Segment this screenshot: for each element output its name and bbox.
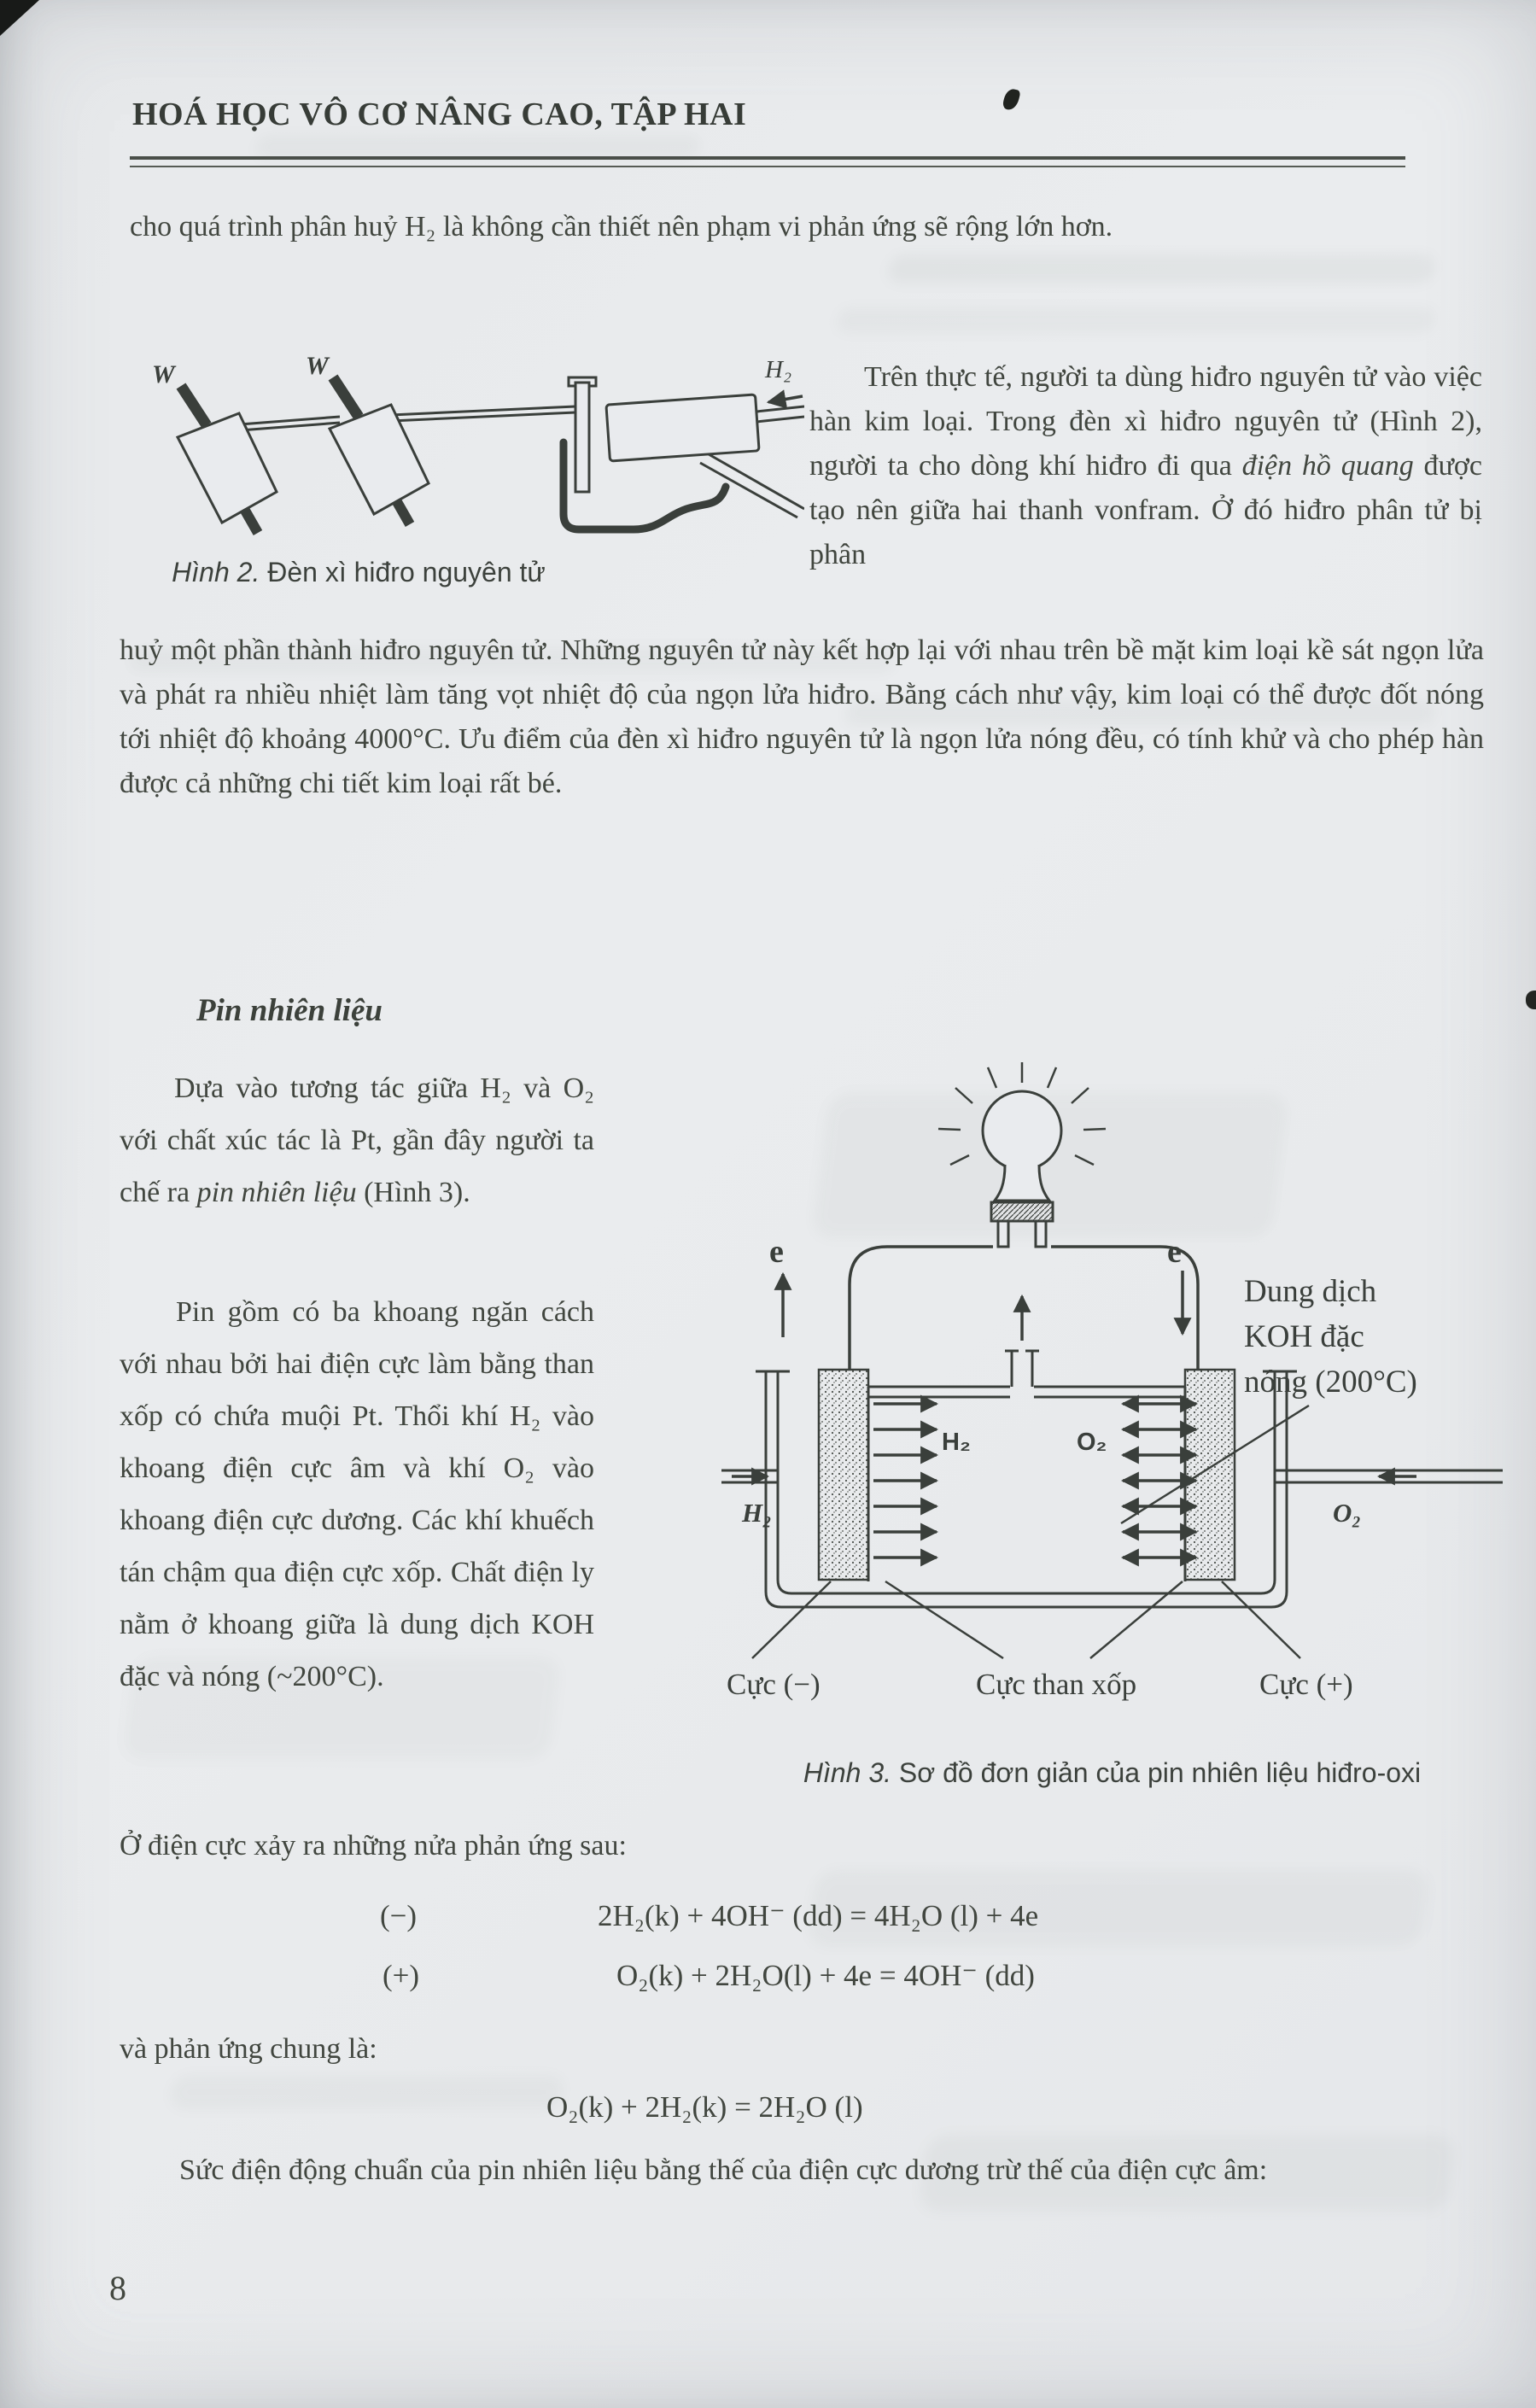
bleedthrough-artifact [169,2075,566,2109]
header-rule [130,156,1405,167]
electron-label-right: e [1167,1234,1182,1270]
figure2-caption-number: Hình 2. [172,557,260,587]
tungsten-electrode-label-right: W [306,352,329,380]
h2-inlet-label: H₂ [742,1498,772,1528]
electron-label-left: e [769,1234,784,1270]
fuel-cell-intro-paragraph: Dựa vào tương tác giữa H₂ và O₂ với chất xúc tác là Pt, gần đây người ta chế ra pin nhiên liệu (Hình 3). [120,1072,594,1208]
figure3-drawing [721,1055,1503,1756]
figure2-h2-inlet-label: H₂ [765,356,792,383]
figure2-torch [53,340,804,613]
figure3-fuel-cell [721,1055,1503,1798]
intro-paragraph: cho quá trình phân huỷ H₂ là không cần thiết nên phạm vi phản ứng sẽ rộng lớn hơn. [130,211,1113,243]
positive-sign-label: (+) [383,1959,420,1992]
page-header-title: HOÁ HỌC VÔ CƠ NÂNG CAO, TẬP HAI [132,96,747,132]
figure3-caption-number: Hình 3. [803,1757,892,1788]
figure2-caption [85,557,632,588]
figure3-caption-text: Sơ đồ đơn giản của pin nhiên liệu hiđro-oxi [891,1757,1422,1788]
emf-paragraph: Sức điện động chuẩn của pin nhiên liệu bằng thế của điện cực dương trừ thế của điện cực âm: [179,2154,1268,2186]
figure2-caption-text: Đèn xì hiđro nguyên tử [260,557,546,587]
half-reaction-negative [0,1899,1536,1950]
porous-electrode-label: Cực than xốp [976,1668,1137,1701]
bleedthrough-artifact [254,135,701,159]
fuel-cell-construction-paragraph: Pin gồm có ba khoang ngăn cách với nhau bởi hai điện cực làm bằng than xốp có chứa muội Pt. Thổi khí H₂ vào khoang điện cực âm và khí O₂ vào khoang điện cực dương. Các khí khuếch tán chậm qua điện cực xốp. Chất điện ly nằm ở khoang giữa là dung dịch KOH đặc và nóng (~200°C). [120,1296,594,1692]
ink-mark-artifact [1002,87,1021,111]
section-heading: Pin nhiên liệu [196,993,383,1028]
o2-inlet-label: O₂ [1333,1498,1362,1528]
positive-half-reaction: O₂(k) + 2H₂O(l) + 4e = 4OH⁻ (dd) [616,1959,1035,1992]
overall-reaction-intro: và phản ứng chung là: [120,2033,377,2065]
bleedthrough-artifact [835,307,1436,333]
o2-compartment-label: O₂ [1077,1429,1107,1456]
edge-mark-artifact [1526,991,1536,1009]
overall-reaction: O₂(k) + 2H₂(k) = 2H₂O (l) [546,2090,863,2124]
negative-electrode-label: Cực (−) [727,1668,821,1701]
figure2-drawing [53,340,804,562]
half-reaction-positive [0,1959,1536,2010]
page-number: 8 [109,2269,126,2307]
figure3-caption [721,1757,1503,1789]
scan-corner-artifact [0,0,39,36]
torch-paragraph-right: Trên thực tế, người ta dùng hiđro nguyên tử vào việc hàn kim loại. Trong đèn xì hiđro nguyên tử (Hình 2), người ta cho dòng khí hiđro đi qua điện hồ quang được tạo nên giữa hai thanh vonfram. Ở đó hiđro phân tử bị phân [809,361,1482,570]
torch-paragraph-full: huỷ một phần thành hiđro nguyên tử. Những nguyên tử này kết hợp lại với nhau trên bề mặt kim loại kề sát ngọn lửa và phát ra nhiều nhiệt làm tăng vọt nhiệt độ của ngọn lửa hiđro. Bằng cách như vậy, kim loại có thể được đốt nóng tới nhiệt độ khoảng 4000°C. Ưu điểm của đèn xì hiđro nguyên tử là ngọn lửa nóng đều, có tính khử và cho phép hàn được cả những chi tiết kim loại rất bé. [120,634,1484,799]
bleedthrough-artifact [886,254,1436,283]
positive-electrode-label: Cực (+) [1259,1668,1353,1701]
negative-half-reaction: 2H₂(k) + 4OH⁻ (dd) = 4H₂O (l) + 4e [598,1899,1039,1932]
negative-sign-label: (−) [380,1899,418,1932]
tungsten-electrode-label-left: W [152,360,175,389]
electrolyte-label-line1: Dung dịch [1244,1274,1377,1309]
h2-compartment-label: H₂ [942,1429,971,1456]
electrolyte-label-line2: KOH đặc [1244,1319,1364,1354]
electrolyte-label-line3: nóng (200°C) [1244,1365,1417,1400]
half-reactions-intro: Ở điện cực xảy ra những nửa phản ứng sau: [120,1830,627,1862]
